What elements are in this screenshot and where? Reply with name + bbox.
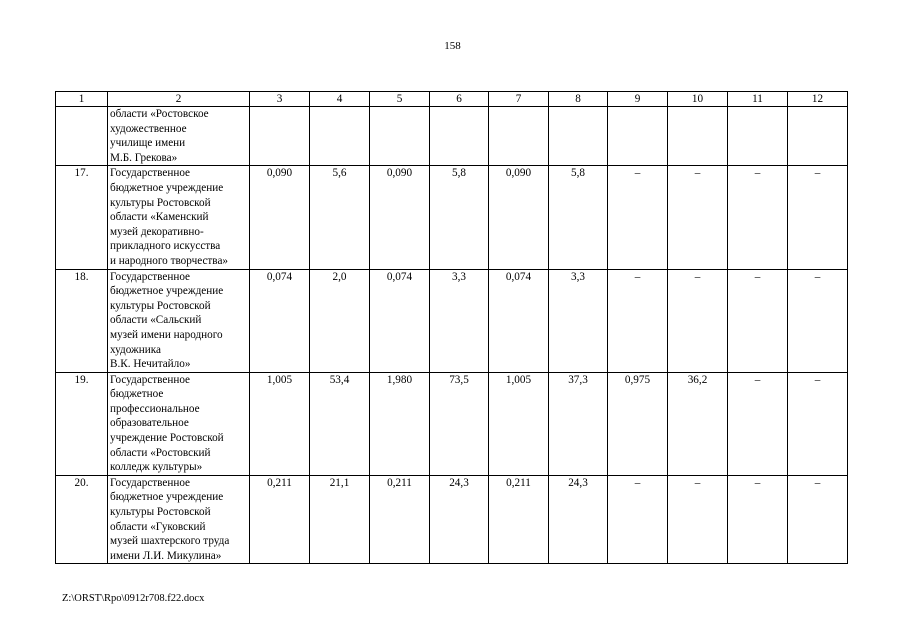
value-cell: – bbox=[608, 166, 668, 269]
institution-name-line: бюджетное bbox=[110, 388, 164, 401]
institution-name-line: колледж культуры» bbox=[110, 461, 203, 474]
value-cell: – bbox=[788, 166, 848, 269]
value-cell: – bbox=[788, 475, 848, 564]
value-cell: – bbox=[668, 166, 728, 269]
value-cell bbox=[788, 107, 848, 166]
value-cell: – bbox=[668, 475, 728, 564]
institution-name-line: музей шахтерского труда bbox=[110, 535, 230, 548]
value-cell: 0,074 bbox=[370, 269, 430, 372]
column-header: 8 bbox=[549, 92, 608, 107]
value-cell: 0,090 bbox=[250, 166, 310, 269]
value-cell: 21,1 bbox=[310, 475, 370, 564]
column-header: 12 bbox=[788, 92, 848, 107]
value-cell: 0,090 bbox=[370, 166, 430, 269]
institution-name-line: музей имени народного bbox=[110, 328, 223, 341]
value-cell: – bbox=[608, 475, 668, 564]
column-header: 7 bbox=[489, 92, 549, 107]
institution-name-line: училище имени bbox=[110, 137, 186, 150]
value-cell: – bbox=[728, 372, 788, 475]
institution-name bbox=[108, 372, 250, 475]
table-row bbox=[56, 166, 848, 269]
institution-name-line: учреждение Ростовской bbox=[110, 432, 224, 445]
value-cell: 0,211 bbox=[250, 475, 310, 564]
value-cell bbox=[430, 107, 489, 166]
institution-name-line: культуры Ростовской bbox=[110, 299, 211, 312]
table-row bbox=[56, 475, 848, 564]
column-header: 11 bbox=[728, 92, 788, 107]
value-cell: 36,2 bbox=[668, 372, 728, 475]
value-cell: 1,005 bbox=[489, 372, 549, 475]
column-header: 6 bbox=[430, 92, 489, 107]
value-cell bbox=[668, 107, 728, 166]
institution-name-line: профессиональное bbox=[110, 402, 200, 415]
value-cell: 3,3 bbox=[549, 269, 608, 372]
value-cell: 3,3 bbox=[430, 269, 489, 372]
row-number bbox=[56, 107, 108, 166]
column-header: 2 bbox=[108, 92, 250, 107]
column-number-row bbox=[56, 92, 848, 107]
value-cell: 0,090 bbox=[489, 166, 549, 269]
institution-name-line: Государственное bbox=[110, 476, 191, 489]
institution-name-line: В.К. Нечитайло» bbox=[110, 358, 191, 371]
institution-name-line: культуры Ростовской bbox=[110, 506, 211, 519]
institution-name-line: области «Сальский bbox=[110, 314, 202, 327]
institution-name-line: имени Л.И. Микулина» bbox=[110, 549, 222, 562]
row-number: 19. bbox=[56, 372, 108, 475]
row-number: 18. bbox=[56, 269, 108, 372]
value-cell: 24,3 bbox=[430, 475, 489, 564]
institution-name-line: области «Гуковский bbox=[110, 520, 206, 533]
value-cell bbox=[608, 107, 668, 166]
value-cell: 0,975 bbox=[608, 372, 668, 475]
value-cell: 5,8 bbox=[549, 166, 608, 269]
institution-name bbox=[108, 166, 250, 269]
institution-name-line: Государственное bbox=[110, 270, 191, 283]
value-cell bbox=[549, 107, 608, 166]
row-number: 20. bbox=[56, 475, 108, 564]
institution-name-line: бюджетное учреждение bbox=[110, 491, 224, 504]
institution-name-line: прикладного искусства bbox=[110, 240, 221, 253]
institution-name-line: бюджетное учреждение bbox=[110, 285, 224, 298]
institution-name-line: области «Ростовский bbox=[110, 446, 211, 459]
value-cell: 0,211 bbox=[489, 475, 549, 564]
institution-name-line: М.Б. Грекова» bbox=[110, 151, 178, 164]
institution-name-line: области «Ростовское bbox=[110, 108, 209, 120]
value-cell: – bbox=[728, 166, 788, 269]
value-cell: 37,3 bbox=[549, 372, 608, 475]
institution-name bbox=[108, 107, 250, 166]
column-header: 4 bbox=[310, 92, 370, 107]
value-cell: – bbox=[788, 372, 848, 475]
institution-name-line: области «Каменский bbox=[110, 211, 209, 224]
value-cell bbox=[310, 107, 370, 166]
institution-name-line: Государственное bbox=[110, 373, 191, 386]
value-cell: 5,6 bbox=[310, 166, 370, 269]
table-row bbox=[56, 372, 848, 475]
institution-name-line: музей декоративно- bbox=[110, 225, 204, 238]
column-header: 3 bbox=[250, 92, 310, 107]
column-header: 10 bbox=[668, 92, 728, 107]
value-cell bbox=[728, 107, 788, 166]
column-header: 1 bbox=[56, 92, 108, 107]
value-cell: 0,074 bbox=[489, 269, 549, 372]
value-cell bbox=[370, 107, 430, 166]
value-cell bbox=[489, 107, 549, 166]
value-cell: 24,3 bbox=[549, 475, 608, 564]
value-cell: 1,980 bbox=[370, 372, 430, 475]
institution-name bbox=[108, 475, 250, 564]
value-cell bbox=[250, 107, 310, 166]
table-row bbox=[56, 107, 848, 166]
page-number: 158 bbox=[444, 40, 461, 52]
institution-name-line: бюджетное учреждение bbox=[110, 181, 224, 194]
value-cell: – bbox=[788, 269, 848, 372]
value-cell: 0,074 bbox=[250, 269, 310, 372]
institution-name-line: Государственное bbox=[110, 167, 191, 180]
data-table bbox=[55, 91, 848, 564]
table-body bbox=[56, 107, 848, 564]
file-path-footer: Z:\ORST\Rpo\0912r708.f22.docx bbox=[62, 593, 205, 604]
value-cell: – bbox=[608, 269, 668, 372]
institution-name-line: культуры Ростовской bbox=[110, 196, 211, 209]
institution-name-line: образовательное bbox=[110, 417, 189, 430]
table-row bbox=[56, 269, 848, 372]
institution-name-line: художника bbox=[110, 343, 161, 356]
value-cell: 2,0 bbox=[310, 269, 370, 372]
column-header: 5 bbox=[370, 92, 430, 107]
row-number: 17. bbox=[56, 166, 108, 269]
value-cell: 5,8 bbox=[430, 166, 489, 269]
value-cell: – bbox=[728, 475, 788, 564]
value-cell: 53,4 bbox=[310, 372, 370, 475]
value-cell: – bbox=[728, 269, 788, 372]
column-header: 9 bbox=[608, 92, 668, 107]
value-cell: 0,211 bbox=[370, 475, 430, 564]
institution-name-line: и народного творчества» bbox=[110, 254, 228, 267]
institution-name bbox=[108, 269, 250, 372]
institution-name-line: художественное bbox=[110, 122, 187, 135]
value-cell: 1,005 bbox=[250, 372, 310, 475]
value-cell: – bbox=[668, 269, 728, 372]
value-cell: 73,5 bbox=[430, 372, 489, 475]
